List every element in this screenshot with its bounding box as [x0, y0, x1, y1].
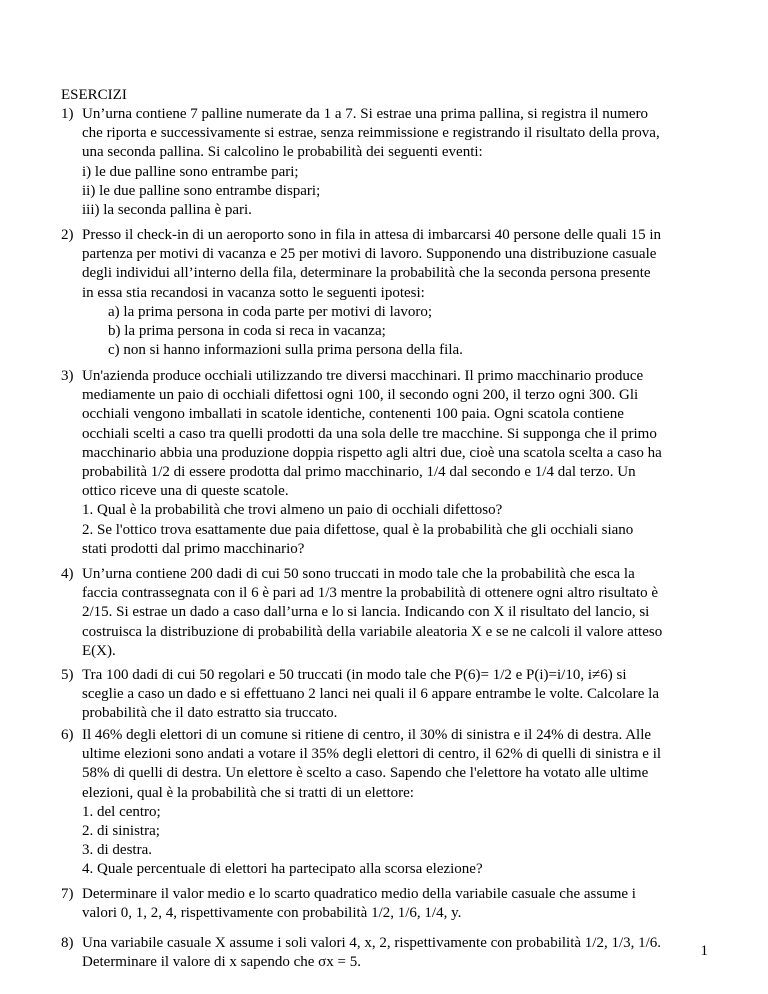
exercise-line: degli individui all’interno della fila, determinare la probabilità che la seconda persona presente: [82, 265, 651, 282]
exercise-line: Un'azienda produce occhiali utilizzando tre diversi macchinari. Il primo macchinario produce: [82, 368, 644, 384]
exercise-line: 2. di sinistra;: [82, 823, 160, 840]
exercise-6: [61, 726, 713, 880]
exercise-line: 1. del centro;: [82, 803, 161, 820]
exercise-line: in essa stia recandosi in vacanza sotto le seguenti ipotesi:: [82, 284, 425, 301]
exercise-line: i) le due palline sono entrambe pari;: [82, 163, 299, 180]
exercise-line: 3. di destra.: [82, 842, 152, 859]
exercise-number: 8): [61, 935, 74, 951]
exercise-number: 1): [61, 106, 74, 122]
exercise-line: valori 0, 1, 2, 4, rispettivamente con probabilità 1/2, 1/6, 1/4, y.: [82, 905, 462, 922]
exercise-line: che riporta e successivamente si estrae, senza reimmissione e registrando il risultato della prova,: [82, 125, 660, 142]
exercise-number: 3): [61, 368, 74, 384]
exercise-line: Presso il check-in di un aeroporto sono in fila in attesa di imbarcarsi 40 persone delle quali 15 in: [82, 227, 662, 243]
exercise-line: Il 46% degli elettori di un comune si ritiene di centro, il 30% di sinistra e il 24% di destra. Alle: [82, 727, 652, 743]
exercise-number: 5): [61, 667, 74, 683]
exercise-line: Tra 100 dadi di cui 50 regolari e 50 truccati (in modo tale che P(6)= 1/2 e P(i)=i/10, i≠6) si: [82, 667, 627, 683]
exercise-4: [61, 565, 713, 661]
exercise-line: ii) le due palline sono entrambe dispari;: [82, 182, 321, 199]
exercise-line: occhiali scelti a caso tra quelli prodotti da una sola delle tre macchine. Si supponga che il primo: [82, 425, 657, 442]
exercise-line: probabilità 1/2 di essere prodotta dal primo macchinario, 1/4 dal secondo e 1/4 dal terzo. Un: [82, 464, 636, 481]
exercise-line: Un’urna contiene 7 palline numerate da 1 a 7. Si estrae una prima pallina, si registra il numero: [82, 106, 649, 122]
exercise-line: occhiali vengono imballati in scatole identiche, contenenti 100 paia. Ogni scatola contiene: [82, 406, 624, 423]
page-heading: ESERCIZI: [61, 87, 127, 103]
exercise-line: Determinare il valore di x sapendo che σx = 5.: [82, 954, 361, 971]
exercise-line: stati prodotti dal primo macchinario?: [82, 540, 305, 557]
exercise-8: [61, 934, 713, 972]
exercise-line: costruisca la distribuzione di probabilità della variabile aleatoria X e se ne calcoli il valore atteso: [82, 623, 663, 640]
exercise-number: 6): [61, 727, 74, 743]
exercise-7: [61, 885, 713, 923]
exercise-line: una seconda pallina. Si calcolino le probabilità dei seguenti eventi:: [82, 144, 483, 161]
exercise-line: Una variabile casuale X assume i soli valori 4, x, 2, rispettivamente con probabilità 1/2, 1/3, 1/6.: [82, 935, 662, 951]
exercise-2: [61, 226, 713, 360]
exercise-line: 58% di quelli di destra. Un elettore è scelto a caso. Sapendo che l'elettore ha votato alle ultime: [82, 765, 649, 782]
exercise-line: partenza per motivi di vacanza e 25 per motivi di lavoro. Supponendo una distribuzione casuale: [82, 246, 657, 263]
exercise-line: ottico riceve una di queste scatole.: [82, 483, 289, 500]
exercise-line: ultime elezioni sono andati a votare il 35% degli elettori di centro, il 62% di quelli di sinistra e il: [82, 746, 662, 763]
exercise-line: macchinario abbia una produzione doppia rispetto agli altri due, cioè una scatola scelta a caso ha: [82, 444, 662, 461]
exercise-line: 2/15. Si estrae un dado a caso dall’urna e lo si lancia. Indicando con X il risultato del lancio, si: [82, 604, 650, 621]
exercise-line: mediamente un paio di occhiali difettosi ogni 100, il secondo ogni 200, il terzo ogni 300. Gli: [82, 387, 639, 404]
exercise-number: 4): [61, 566, 74, 582]
exercise-number: 2): [61, 227, 74, 243]
exercise-line: iii) la seconda pallina è pari.: [82, 202, 252, 219]
exercise-line: elezioni, qual è la probabilità che si tratti di un elettore:: [82, 784, 414, 801]
exercise-1: [61, 105, 713, 220]
exercise-line: sceglie a caso un dado e si effettuano 2 lanci nei quali il 6 appare entrambe le volte. Calcolare la: [82, 686, 659, 703]
exercise-line: 1. Qual è la probabilità che trovi almeno un paio di occhiali difettoso?: [82, 502, 503, 519]
exercise-line: 2. Se l'ottico trova esattamente due paia difettose, qual è la probabilità che gli occhiali siano: [82, 521, 634, 538]
exercise-line: Un’urna contiene 200 dadi di cui 50 sono truccati in modo tale che la probabilità che esca la: [82, 566, 635, 582]
exercise-line: Determinare il valor medio e lo scarto quadratico medio della variabile casuale che assume i: [82, 886, 636, 902]
exercise-line: c) non si hanno informazioni sulla prima persona della fila.: [108, 342, 463, 359]
exercise-5: [61, 666, 713, 724]
exercise-3: [61, 367, 713, 559]
exercise-line: E(X).: [82, 642, 116, 659]
exercise-number: 7): [61, 886, 74, 902]
exercise-line: b) la prima persona in coda si reca in vacanza;: [108, 323, 386, 340]
exercise-line: a) la prima persona in coda parte per motivi di lavoro;: [108, 303, 433, 320]
page-number: 1: [700, 943, 708, 959]
exercise-line: 4. Quale percentuale di elettori ha partecipato alla scorsa elezione?: [82, 861, 483, 878]
exercise-line: probabilità che il dato estratto sia truccato.: [82, 705, 338, 722]
exercise-line: faccia contrassegnata con il 6 è pari ad 1/3 mentre la probabilità di ottenere ogni altro risultato è: [82, 585, 659, 602]
